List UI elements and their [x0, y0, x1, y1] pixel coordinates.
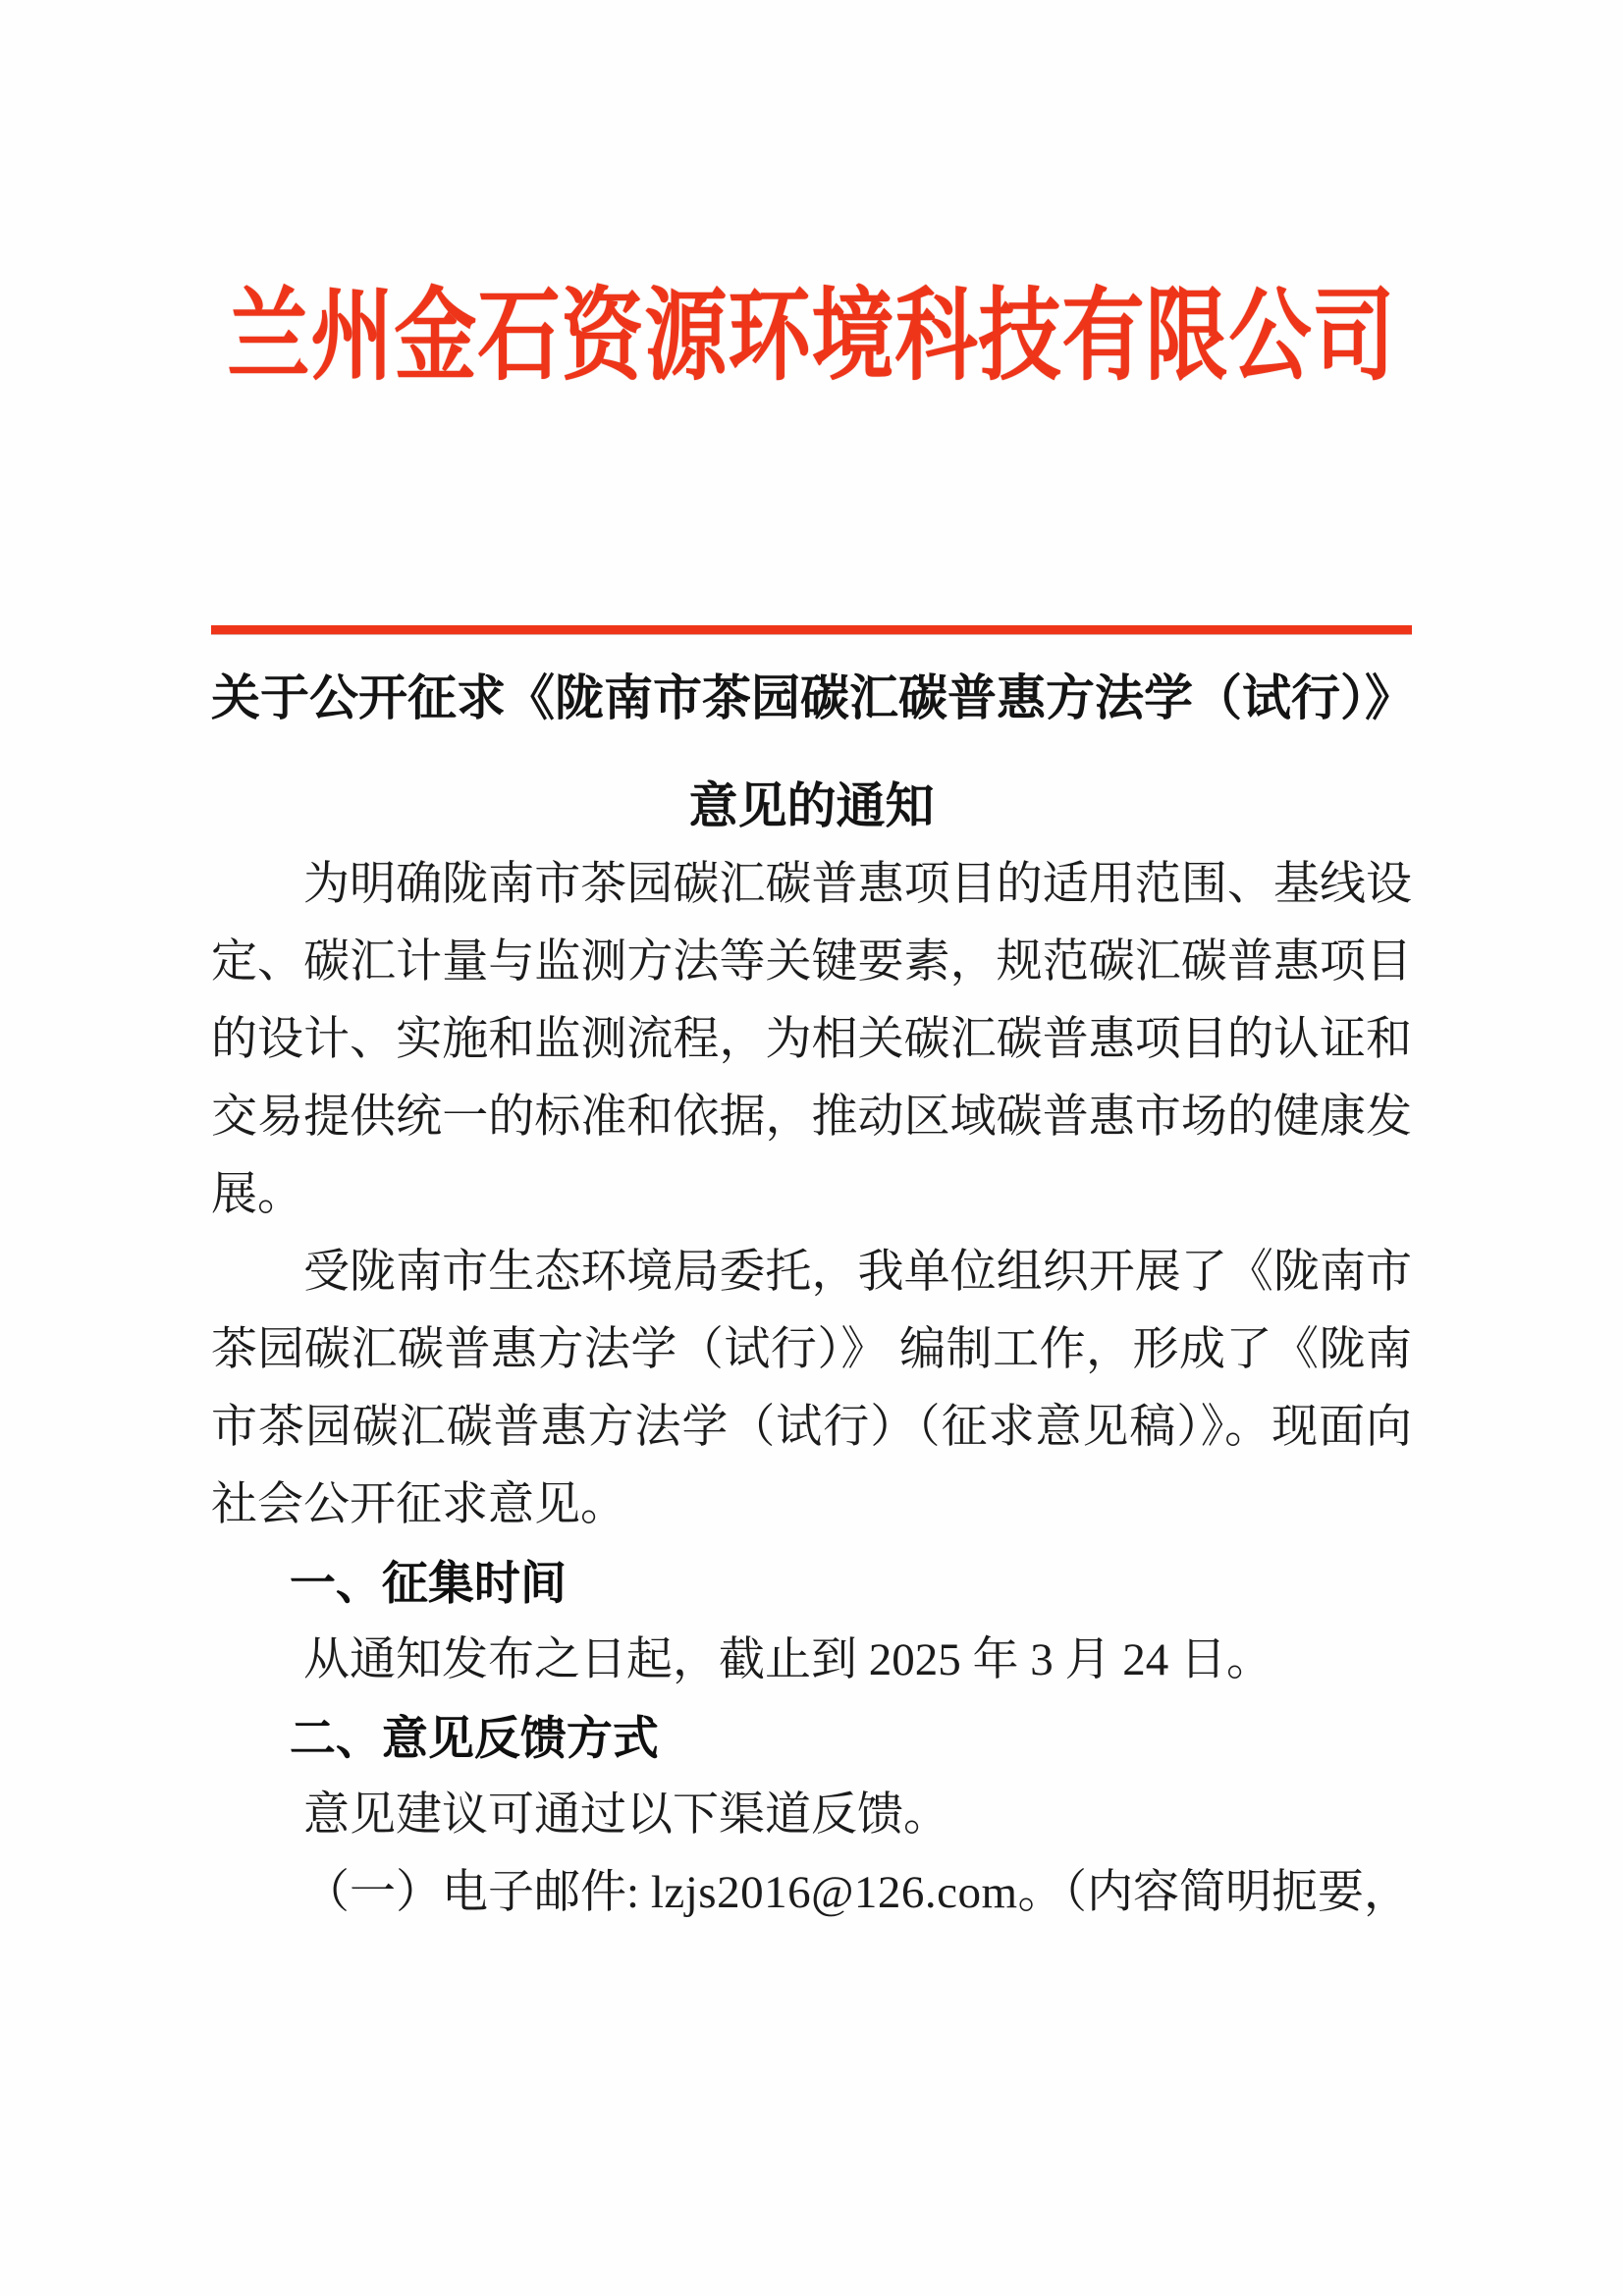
notice-title-line-1: 关于公开征求《陇南市茶园碳汇碳普惠方法学（试行）》: [211, 670, 1414, 725]
notice-title: [211, 644, 1412, 860]
paragraph-collection-period: 从通知发布之日起，截止到 2025 年 3 月 24 日。: [303, 1634, 1272, 1685]
letterhead-divider-rule: [211, 625, 1412, 634]
notice-body: [211, 846, 1412, 1932]
paragraph-email-channel: [211, 1854, 1412, 1932]
company-name: 兰州金石资源环境科技有限公司: [227, 279, 1396, 392]
notice-title-line-2: 意见的通知: [688, 778, 935, 833]
email-line-prefix: （一）电子邮件:: [303, 1867, 651, 1918]
paragraph-purpose: 为明确陇南市茶园碳汇碳普惠项目的适用范围、基线设定、碳汇计量与监测方法等关键要素，规范碳汇碳普惠项目的设计、实施和监测流程，为相关碳汇碳普惠项目的认证和交易提供统一的标准和依据，推动区域碳普惠市场的健康发展。: [211, 859, 1412, 1220]
email-address: lzjs2016@126.com: [650, 1867, 1018, 1918]
company-letterhead: [211, 0, 1412, 392]
paragraph-background: 受陇南市生态环境局委托，我单位组织开展了《陇南市茶园碳汇碳普惠方法学（试行）》 编制工作，形成了《陇南市茶园碳汇碳普惠方法学（试行）（征求意见稿）》。现面向社会公开征求意见。: [211, 1247, 1412, 1530]
email-line-suffix: 。（内容简明扼要，: [1017, 1867, 1411, 1918]
section-heading-collection-period: 一、征集时间: [289, 1557, 567, 1609]
section-heading-feedback-method: 二、意见反馈方式: [289, 1712, 659, 1764]
paragraph-feedback-intro: 意见建议可通过以下渠道反馈。: [303, 1789, 949, 1841]
